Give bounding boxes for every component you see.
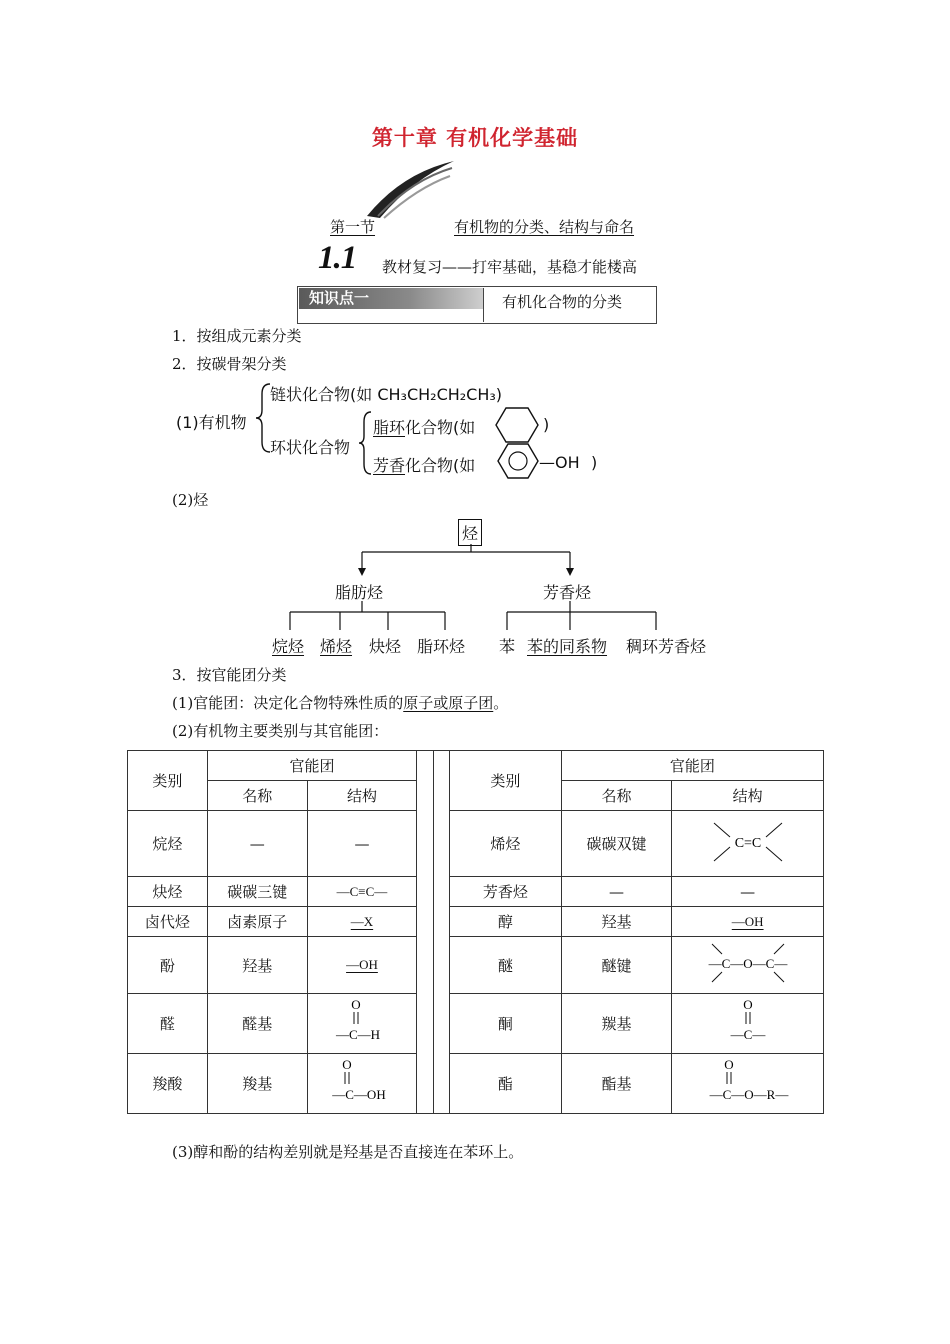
name-cell: 酯基 (561, 1054, 672, 1114)
tree-benzene: 苯 (499, 637, 516, 656)
name-cell: 羟基 (561, 907, 672, 937)
name-cell: 卤素原子 (207, 907, 307, 937)
chapter-title: 第十章 有机化学基础 (371, 126, 579, 150)
category-cell: 烯烃 (450, 811, 562, 877)
carboxyl-structure-text: —C—OH (332, 1086, 386, 1102)
structure-cell: — (307, 811, 416, 877)
structure-cell (672, 994, 824, 1054)
svg-text:O: O (742, 996, 753, 1012)
aromatic-compound (373, 453, 475, 476)
note-alcohol-phenol: (3)醇和酚的结构差别就是羟基是否直接连在苯环上。 (172, 1143, 524, 1161)
ester-structure-text: —C—O—R— (709, 1086, 789, 1102)
fg-table-title: (2)有机物主要类别与其官能团： (172, 722, 389, 740)
ketone-structure-icon (708, 997, 788, 1047)
aldehyde-structure-icon (322, 997, 402, 1047)
tree-aliphatic: 脂肪烃 (335, 583, 384, 602)
fg-definition (172, 692, 508, 713)
fg-definition-prefix: (1)官能团：决定化合物特殊性质的 (172, 694, 404, 712)
category-cell: 醇 (450, 907, 562, 937)
header-structure-right: 结构 (672, 781, 824, 811)
name-cell: 羟基 (207, 937, 307, 994)
structure-cell: —C≡C— (307, 877, 416, 907)
table-row (128, 907, 824, 937)
alicyclic-prefix: 脂环 (373, 418, 406, 437)
knowledge-point-tag: 知识点一 (299, 288, 484, 309)
header-category-left: 类别 (128, 751, 208, 811)
fg-definition-key: 原子或原子团 (403, 694, 494, 712)
table-row (128, 811, 824, 877)
name-cell: 羧基 (207, 1054, 307, 1114)
carboxyl-structure-icon (317, 1057, 407, 1107)
tree-alkyne: 炔烃 (369, 637, 402, 656)
knowledge-point-title: 有机化合物的分类 (502, 293, 623, 311)
ketone-structure-text: —C— (730, 1026, 766, 1042)
tree-homologs: 苯的同系物 (527, 637, 608, 656)
header-name-left: 名称 (207, 781, 307, 811)
structure-cell: —X (307, 907, 416, 937)
review-text: 教材复习——打牢基础，基稳才能楼高 (382, 258, 638, 276)
svg-text:O: O (723, 1056, 734, 1072)
alicyclic-close: ) (543, 415, 550, 434)
alicyclic-compound (373, 415, 475, 438)
section-label: 第一节 (330, 218, 376, 236)
section-number: 1.1 (318, 240, 357, 276)
phenol-ring-icon (497, 442, 539, 480)
knowledge-point-divider (483, 288, 484, 322)
item-2: 2．按碳骨架分类 (172, 355, 287, 373)
header-category-right: 类别 (450, 751, 562, 811)
ester-structure-icon (693, 1057, 803, 1107)
chain-compound: 链状化合物(如 CH₃CH₂CH₂CH₃) (270, 385, 503, 404)
category-cell: 醛 (128, 994, 208, 1054)
header-name-right: 名称 (561, 781, 672, 811)
item-3: 3．按官能团分类 (172, 666, 287, 684)
section-title: 有机物的分类、结构与命名 (454, 218, 635, 236)
table-row (128, 877, 824, 907)
name-cell: 醚键 (561, 937, 672, 994)
aldehyde-structure-text: —C—H (335, 1026, 380, 1042)
category-cell: 羧酸 (128, 1054, 208, 1114)
svg-text:O: O (351, 996, 361, 1012)
tree-root: 烃 (458, 519, 482, 546)
table-row (128, 1054, 824, 1114)
structure-cell: —OH (307, 937, 416, 994)
header-structure-left: 结构 (307, 781, 416, 811)
alkene-structure-text: C=C (734, 835, 761, 851)
name-cell: — (207, 811, 307, 877)
tree-aromatic: 芳香烃 (543, 583, 592, 602)
ring-compound: 环状化合物 (270, 438, 351, 457)
category-cell: 卤代烃 (128, 907, 208, 937)
ether-structure-text: —C—O—C— (708, 956, 788, 971)
alicyclic-suffix: 化合物(如 (405, 418, 476, 437)
header-fg-left: 官能团 (207, 751, 416, 781)
aromatic-prefix: 芳香 (373, 456, 406, 475)
tree-alkane: 烷烃 (272, 637, 305, 656)
category-cell: 酮 (450, 994, 562, 1054)
structure-cell (672, 937, 824, 994)
table-row (128, 937, 824, 994)
name-cell: 碳碳双键 (561, 811, 672, 877)
gap-left (417, 751, 433, 1114)
structure-cell (672, 811, 824, 877)
structure-cell (307, 994, 416, 1054)
tree-fused: 稠环芳香烃 (626, 637, 707, 656)
category-cell: 醚 (450, 937, 562, 994)
category-cell: 烷烃 (128, 811, 208, 877)
ether-structure-icon (698, 940, 798, 986)
table-row (128, 994, 824, 1054)
category-cell: 酚 (128, 937, 208, 994)
tree-alkene: 烯烃 (320, 637, 353, 656)
swoosh-decoration (362, 158, 458, 220)
hydrocarbon-heading: (2)烃 (172, 491, 209, 509)
gap-right (433, 751, 449, 1114)
aromatic-suffix: 化合物(如 (405, 456, 476, 475)
name-cell: — (561, 877, 672, 907)
structure-cell (672, 1054, 824, 1114)
structure-cell: — (672, 877, 824, 907)
tree-cycloalkane: 脂环烃 (417, 637, 466, 656)
name-cell: 羰基 (561, 994, 672, 1054)
fg-definition-suffix: 。 (493, 694, 509, 712)
alkene-structure-icon (708, 817, 788, 867)
item-1: 1．按组成元素分类 (172, 327, 302, 345)
header-fg-right: 官能团 (561, 751, 823, 781)
aromatic-close: ) (591, 453, 598, 472)
structure-cell: —OH (672, 907, 824, 937)
name-cell: 碳碳三键 (207, 877, 307, 907)
category-cell: 酯 (450, 1054, 562, 1114)
category-cell: 炔烃 (128, 877, 208, 907)
cyclohexane-icon (495, 406, 539, 444)
name-cell: 醛基 (207, 994, 307, 1054)
functional-group-table (127, 750, 824, 1114)
category-cell: 芳香烃 (450, 877, 562, 907)
structure-cell (307, 1054, 416, 1114)
organic-label: (1)有机物 (176, 413, 247, 432)
phenol-oh: —OH (539, 453, 580, 472)
svg-text:O: O (342, 1056, 352, 1072)
